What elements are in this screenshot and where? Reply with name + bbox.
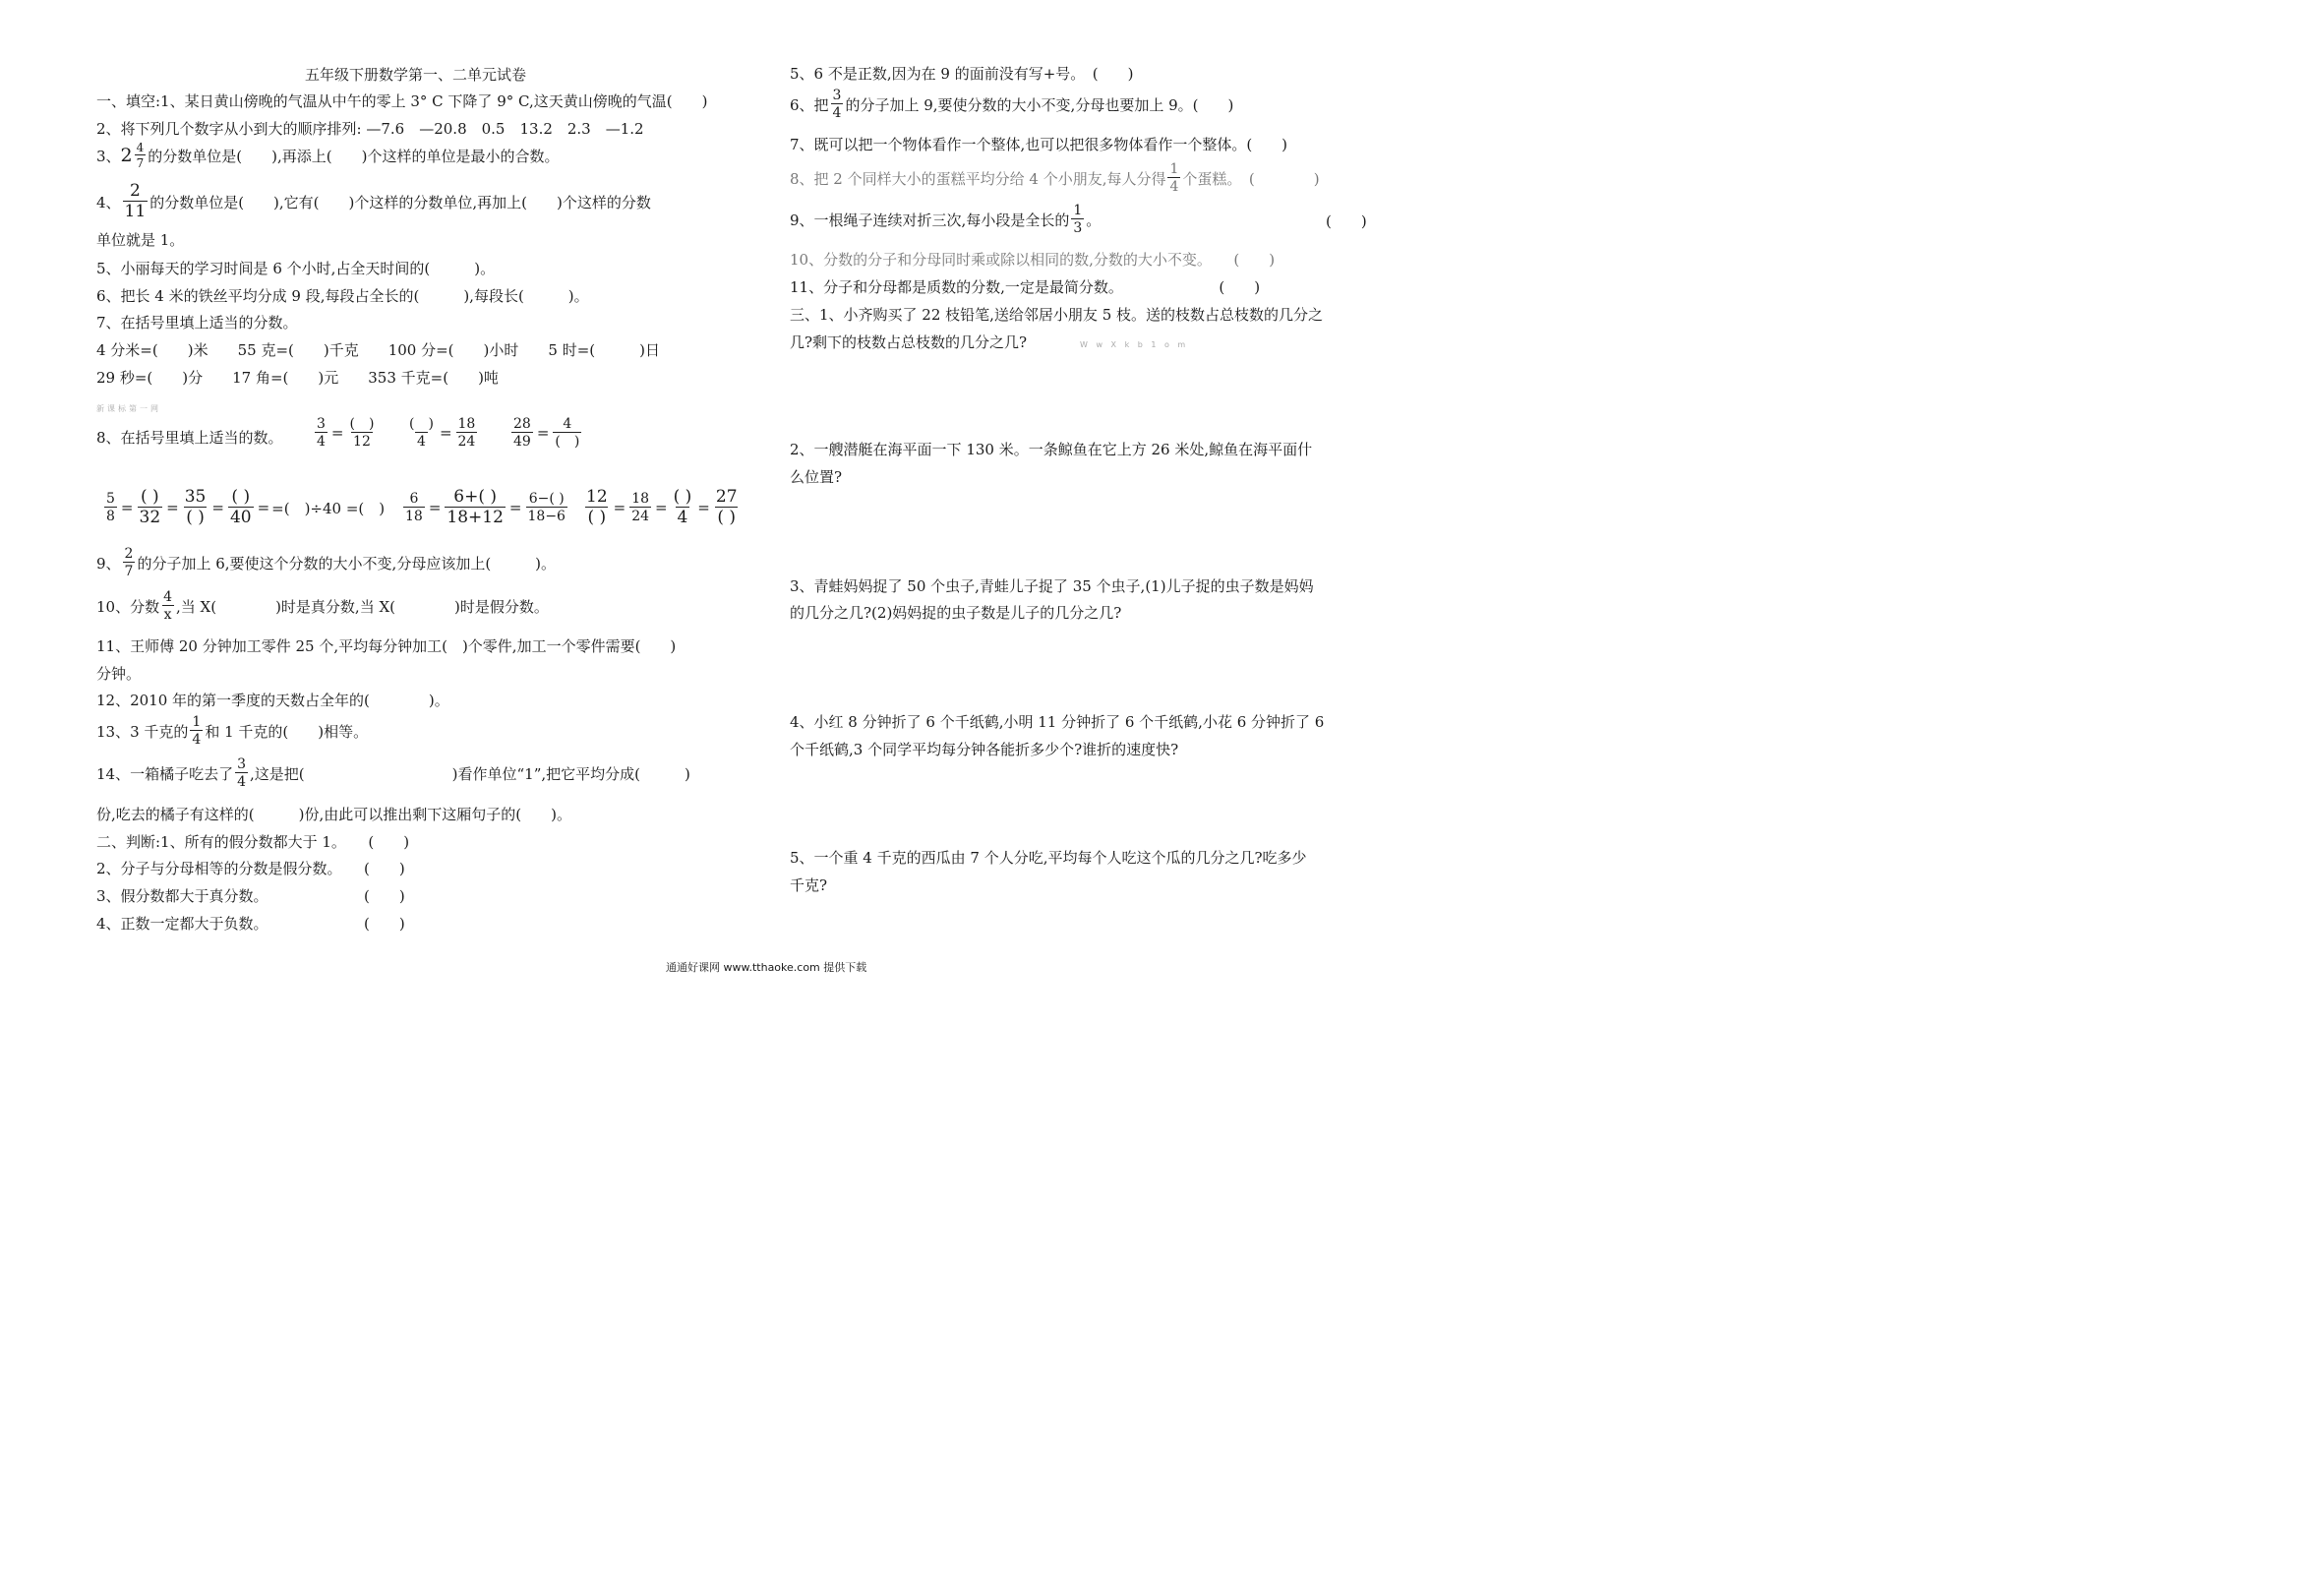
q9-text: 的分子加上 6,要使这个分数的大小不变,分母应该加上( )。: [137, 554, 557, 573]
q13-fraction: 1 4: [192, 714, 202, 748]
judge-9-fraction: 1 3: [1073, 203, 1083, 236]
q8-f1-left: $\frac{3}{4}$: [317, 416, 326, 450]
q8-ca-4: ( ) 40: [229, 487, 252, 527]
solve-5-line-a: 5、一个重 4 千克的西瓜由 7 个人分吃,平均每个人吃这个瓜的几分之几?吃多少: [790, 849, 1307, 867]
q7-row1: 4 分米=( )米 55 克=( )千克 100 分=( )小时 5 时=( )日: [96, 341, 660, 359]
q8-cc-4: 27 ( ): [715, 487, 738, 527]
q8-ca-tail: =( )÷40 =( ): [271, 499, 386, 517]
q13-text: 和 1 千克的( )相等。: [205, 722, 369, 741]
q3-text: 的分数单位是( ),再添上( )个这样的单位是最小的合数。: [148, 147, 560, 165]
q11-continuation: 分钟。: [96, 665, 142, 683]
solve-1-line-b: 几?剩下的枝数占总枝数的几分之几?: [790, 333, 1028, 351]
q3-whole: 2: [120, 145, 133, 166]
judge-5: 5、6 不是正数,因为在 9 的面前没有写+号。 ( ): [790, 65, 1134, 83]
solve-2-line-b: 么位置?: [790, 468, 843, 486]
q10-fraction: 4 x: [163, 589, 173, 623]
judge-7: 7、既可以把一个物体看作一个整体,也可以把很多物体看作一个整体。( ): [790, 136, 1288, 153]
q8-fraction-pair-1: $\frac{3}{4}$ = ( ) 12: [317, 416, 375, 450]
q14-line: [96, 757, 690, 789]
q9-line: [96, 547, 556, 578]
judge-8-prefix: 8、把 2 个同样大小的蛋糕平均分给 4 个小朋友,每人分得: [790, 169, 1166, 188]
q8-f1-right: ( ) 12: [349, 416, 375, 450]
judge-9-text: 。: [1086, 211, 1102, 229]
q8-text: 8、在括号里填上适当的数。: [96, 429, 283, 447]
q8-ca-2: ( ) 32: [139, 487, 161, 527]
q14-text: ,这是把( )看作单位“1”,把它平均分成( ): [250, 764, 690, 783]
judge-8-text: 个蛋糕。 ( ): [1182, 169, 1320, 188]
solve-3-line-b: 的几分之几?(2)妈妈捉的虫子数是儿子的几分之几?: [790, 604, 1122, 622]
q13-line: [96, 715, 368, 747]
judge-6-text: 的分子加上 9,要使分数的大小不变,分母也要加上 9。( ): [845, 95, 1234, 114]
q12-text: 12、2010 年的第一季度的天数占全年的( )。: [96, 692, 449, 709]
judge-1: 二、判断:1、所有的假分数都大于 1。 ( ): [96, 833, 410, 851]
judge-9-prefix: 9、一根绳子连续对折三次,每小段是全长的: [790, 211, 1070, 229]
q8-chain-b: $\frac{6}{18}$ = $\frac{6+( )}{18+12}$ = $\frac{6-( )}{18-6}$: [405, 487, 566, 527]
q8-cc-1: 12 ( ): [586, 487, 608, 527]
q7-row2: 29 秒=( )分 17 角=( )元 353 千克=( )吨: [96, 369, 499, 387]
q9-fraction: 2 7: [124, 546, 134, 579]
judge-9-line: [790, 204, 1101, 235]
judge-6-fraction: 3 4: [832, 88, 842, 121]
q3-fraction: 4 7: [136, 141, 145, 170]
q8-cc-3: ( ) 4: [673, 487, 692, 527]
q8-fraction-pair-2: ( ) 4 = $\frac{18}{24}$: [409, 416, 476, 450]
solve-5-line-b: 千克?: [790, 876, 828, 894]
q4-prefix: 4、: [96, 193, 121, 211]
q10-text: ,当 X( )时是真分数,当 X( )时是假分数。: [176, 597, 549, 616]
q14-continuation: 份,吃去的橘子有这样的( )份,由此可以推出剩下这厢句子的( )。: [96, 806, 571, 823]
q9-prefix: 9、: [96, 554, 121, 573]
watermark-2: W w X k b 1 o m: [1080, 340, 1189, 349]
judge-6-prefix: 6、把: [790, 95, 829, 114]
solve-4-line-a: 4、小红 8 分钟折了 6 个千纸鹤,小明 11 分钟折了 6 个千纸鹤,小花 6 分钟折了 6: [790, 713, 1325, 731]
q3-line: [96, 142, 559, 169]
q8-f2-right: $\frac{18}{24}$: [457, 416, 476, 450]
q11-text: 11、王师傅 20 分钟加工零件 25 个,平均每分钟加工( )个零件,加工一个零件需要( ): [96, 637, 677, 655]
q2-text: 2、将下列几个数字从小到大的顺序排列: —7.6 —20.8 0.5 13.2 2.3 —1.2: [96, 120, 644, 138]
q4-continuation: 单位就是 1。: [96, 231, 185, 249]
q8-cb-3: $\frac{6-( )}{18-6}$: [527, 491, 566, 524]
q1-text: 一、填空:1、某日黄山傍晚的气温从中午的零上 3° C 下降了 9° C,这天黄山傍晚的气温( ): [96, 92, 708, 110]
q8-ca-3: 35 ( ): [184, 487, 207, 527]
judge-4: 4、正数一定都大于负数。 ( ): [96, 915, 405, 933]
q7-text: 7、在括号里填上适当的分数。: [96, 314, 298, 332]
q8-chain-a: $\frac{5}{8}$ = ( ) 32 = 35 ( ) = ( ) 40 = =( )÷40 =( ): [106, 487, 386, 527]
judge-11: 11、分子和分母都是质数的分数,一定是最简分数。 ( ): [790, 278, 1261, 296]
judge-10: 10、分数的分子和分母同时乘或除以相同的数,分数的大小不变。 ( ): [790, 251, 1276, 269]
q8-f3-left: $\frac{28}{49}$: [513, 416, 531, 450]
q3-prefix: 3、: [96, 147, 121, 165]
q8-chain-c: 12 ( ) = $\frac{18}{24}$ = ( ) 4 = 27 ( ): [586, 487, 738, 527]
watermark-1: 新课标第一网: [96, 404, 161, 413]
q8-cb-2: $\frac{6+( )}{18+12}$: [447, 487, 504, 527]
judge-3: 3、假分数都大于真分数。 ( ): [96, 887, 405, 905]
q14-fraction: 3 4: [237, 756, 247, 790]
judge-2: 2、分子与分母相等的分数是假分数。 ( ): [96, 860, 405, 877]
solve-1-line-a: 三、1、小齐购买了 22 枝铅笔,送给邻居小朋友 5 枝。送的枝数占总枝数的几分之: [790, 306, 1324, 324]
q8-cc-2: $\frac{18}{24}$: [631, 491, 650, 524]
q8-f2-left: ( ) 4: [409, 416, 434, 450]
q4-fraction: 2 11: [124, 181, 147, 221]
solve-4-line-b: 个千纸鹤,3 个同学平均每分钟各能折多少个?谁折的速度快?: [790, 741, 1179, 758]
q4-line: [96, 183, 651, 220]
q8-ca-1: $\frac{5}{8}$: [106, 491, 115, 524]
q8-fraction-pair-3: $\frac{28}{49}$ = 4 ( ): [513, 416, 580, 450]
judge-8-line: [790, 162, 1320, 194]
page-title: 五年级下册数学第一、二单元试卷: [305, 66, 527, 84]
solve-3-line-a: 3、青蛙妈妈捉了 50 个虫子,青蛙儿子捉了 35 个虫子,(1)儿子捉的虫子数是妈妈: [790, 577, 1314, 595]
q5-text: 5、小丽每天的学习时间是 6 个小时,占全天时间的( )。: [96, 260, 496, 277]
q14-prefix: 14、一箱橘子吃去了: [96, 764, 234, 783]
q6-text: 6、把长 4 米的铁丝平均分成 9 段,每段占全长的( ),每段长( )。: [96, 287, 589, 305]
q8-cb-1: $\frac{6}{18}$: [405, 491, 423, 524]
q8-f3-right: 4 ( ): [555, 416, 580, 450]
q10-line: [96, 590, 549, 622]
judge-6-line: [790, 89, 1233, 120]
q13-prefix: 13、3 千克的: [96, 722, 189, 741]
judge-9-paren: ( ): [1326, 212, 1367, 230]
q10-prefix: 10、分数: [96, 597, 160, 616]
footer-download-note: 通通好课网 www.tthaoke.com 提供下载: [666, 961, 867, 974]
judge-8-fraction: 1 4: [1169, 161, 1179, 195]
q4-text: 的分数单位是( ),它有( )个这样的分数单位,再加上( )个这样的分数: [149, 193, 651, 211]
solve-2-line-a: 2、一艘潜艇在海平面一下 130 米。一条鲸鱼在它上方 26 米处,鲸鱼在海平面什: [790, 441, 1313, 458]
